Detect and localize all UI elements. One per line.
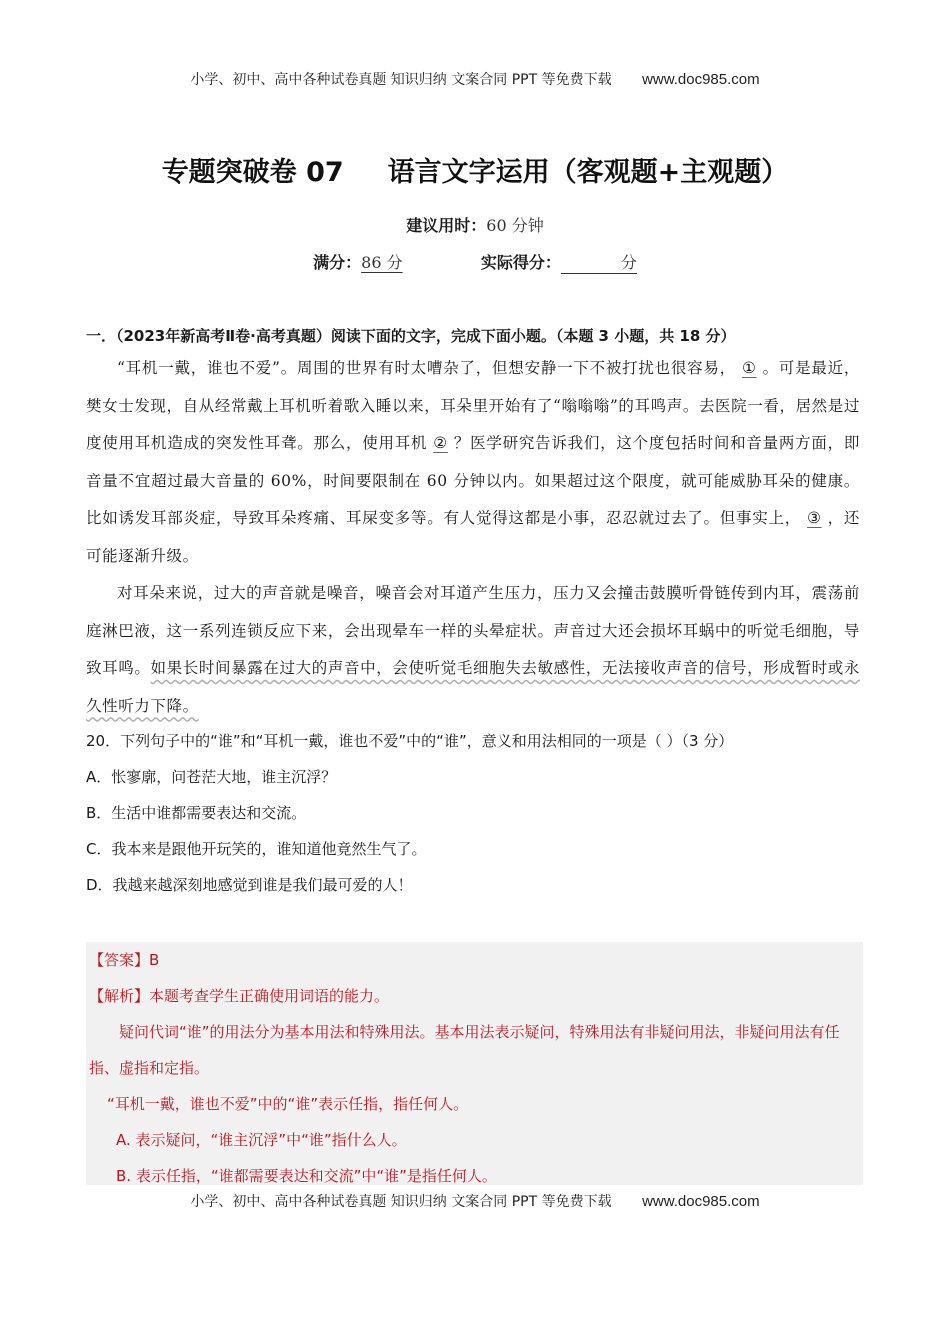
analysis-tag: 【解析】	[89, 987, 150, 1005]
analysis-option-a: A. 表示疑问，“谁主沉浮”中“谁”指什么人。	[116, 1131, 407, 1149]
page-title	[0, 150, 950, 189]
analysis-paragraph: “耳机一戴，谁也不爱”中的“谁”表示任指，指任何人。	[107, 1095, 469, 1113]
passage-paragraph-1	[86, 350, 860, 575]
suggested-time-value: 60 分钟	[486, 216, 544, 235]
score-line	[0, 250, 950, 274]
title-topic: 语言文字运用（客观题+主观题）	[387, 157, 789, 188]
question-20	[86, 723, 860, 903]
passage-text: “耳机一戴，谁也不爱”。周围的世界有时太嘈杂了，但想安静一下不被打扰也很容易，	[117, 359, 736, 377]
reading-passage	[86, 350, 860, 725]
full-score-label: 满分：	[313, 253, 362, 272]
footer-banner-url[interactable]: www.doc985.com	[642, 1193, 760, 1210]
option-d[interactable]: D．我越来越深刻地感觉到谁是我们最可爱的人！	[86, 876, 413, 894]
passage-paragraph-2	[86, 575, 860, 725]
title-series: 专题突破卷 07	[161, 157, 344, 188]
full-score-value: 86 分	[361, 253, 403, 272]
passage-text: 。可是最近，樊女士发现，自从经常戴上耳机听着歌入睡以来，耳朵里开始有了“嗡嗡嗡”的耳鸣声。去医院一看，居然是过度使用耳机造成的突发性耳聋。那么，使用耳机	[86, 359, 860, 452]
blank-1: ①	[741, 359, 757, 377]
answer-panel	[89, 942, 859, 1194]
passage-text: ？医学研究告诉我们，这个度包括时间和音量两方面，即音量不宜超过最大音量的 60%，时间要限制在 60 分钟以内。如果超过这个限度，就可能威胁耳朵的健康。比如诱发耳部炎症，导致耳朵疼痛、耳屎变多等。有人觉得这都是小事，忍忍就过去了。但事实上，	[86, 434, 860, 527]
actual-score-label: 实际得分：	[480, 253, 561, 272]
passage-text: ，还可能逐渐升级。	[86, 509, 861, 565]
footer-banner	[0, 1191, 950, 1211]
blank-3: ③	[807, 509, 822, 527]
header-banner-url[interactable]: www.doc985.com	[642, 71, 760, 88]
header-banner	[0, 69, 950, 89]
analysis-option-b: B. 表示任指，“谁都需要表达和交流”中“谁”是指任何人。	[116, 1167, 497, 1185]
passage-text: 对耳朵来说，过大的声音就是噪音，噪音会对耳道产生压力，压力又会撞击鼓膜听骨链传到内耳，震荡前庭淋巴液，这一系列连锁反应下来，会出现晕车一样的头晕症状。声音过大还会损坏耳蜗中的听觉毛细胞，导致耳鸣。	[86, 584, 860, 677]
suggested-time	[0, 213, 950, 236]
actual-score-field[interactable]: 分	[561, 250, 637, 274]
suggested-time-label: 建议用时：	[406, 216, 487, 235]
option-a[interactable]: A．怅寥廓，问苍茫大地，谁主沉浮？	[86, 768, 337, 786]
option-b[interactable]: B．生活中谁都需要表达和交流。	[86, 804, 307, 822]
wavy-underlined-text: 如果长时间暴露在过大的声音中，会使听觉毛细胞失去敏感性，无法接收声音的信号，形成暂时或永久性听力下降。	[86, 659, 861, 715]
option-c[interactable]: C．我本来是跟他开玩笑的，谁知道他竟然生气了。	[86, 840, 427, 858]
footer-banner-text: 小学、初中、高中各种试卷真题 知识归纳 文案合同 PPT 等免费下载	[190, 1194, 612, 1210]
analysis-paragraph: 疑问代词“谁”的用法分为基本用法和特殊用法。基本用法表示疑问，特殊用法有非疑问用法，非疑问用法有任指、虚指和定指。	[89, 1023, 840, 1077]
header-banner-text: 小学、初中、高中各种试卷真题 知识归纳 文案合同 PPT 等免费下载	[190, 72, 612, 88]
section-heading: 一．（2023年新高考Ⅱ卷·高考真题）阅读下面的文字，完成下面小题。（本题 3 小题，共 18 分）	[86, 327, 736, 345]
answer-line	[89, 942, 859, 978]
answer-value: B	[149, 951, 160, 969]
analysis-intro: 本题考查学生正确使用词语的能力。	[149, 987, 390, 1005]
answer-tag: 【答案】	[89, 951, 150, 969]
analysis-line	[89, 978, 859, 1014]
blank-2: ②	[433, 434, 448, 452]
question-stem: 20．下列句子中的“谁”和“耳机一戴，谁也不爱”中的“谁”，意义和用法相同的一项是（ ）（3 分）	[86, 732, 734, 750]
